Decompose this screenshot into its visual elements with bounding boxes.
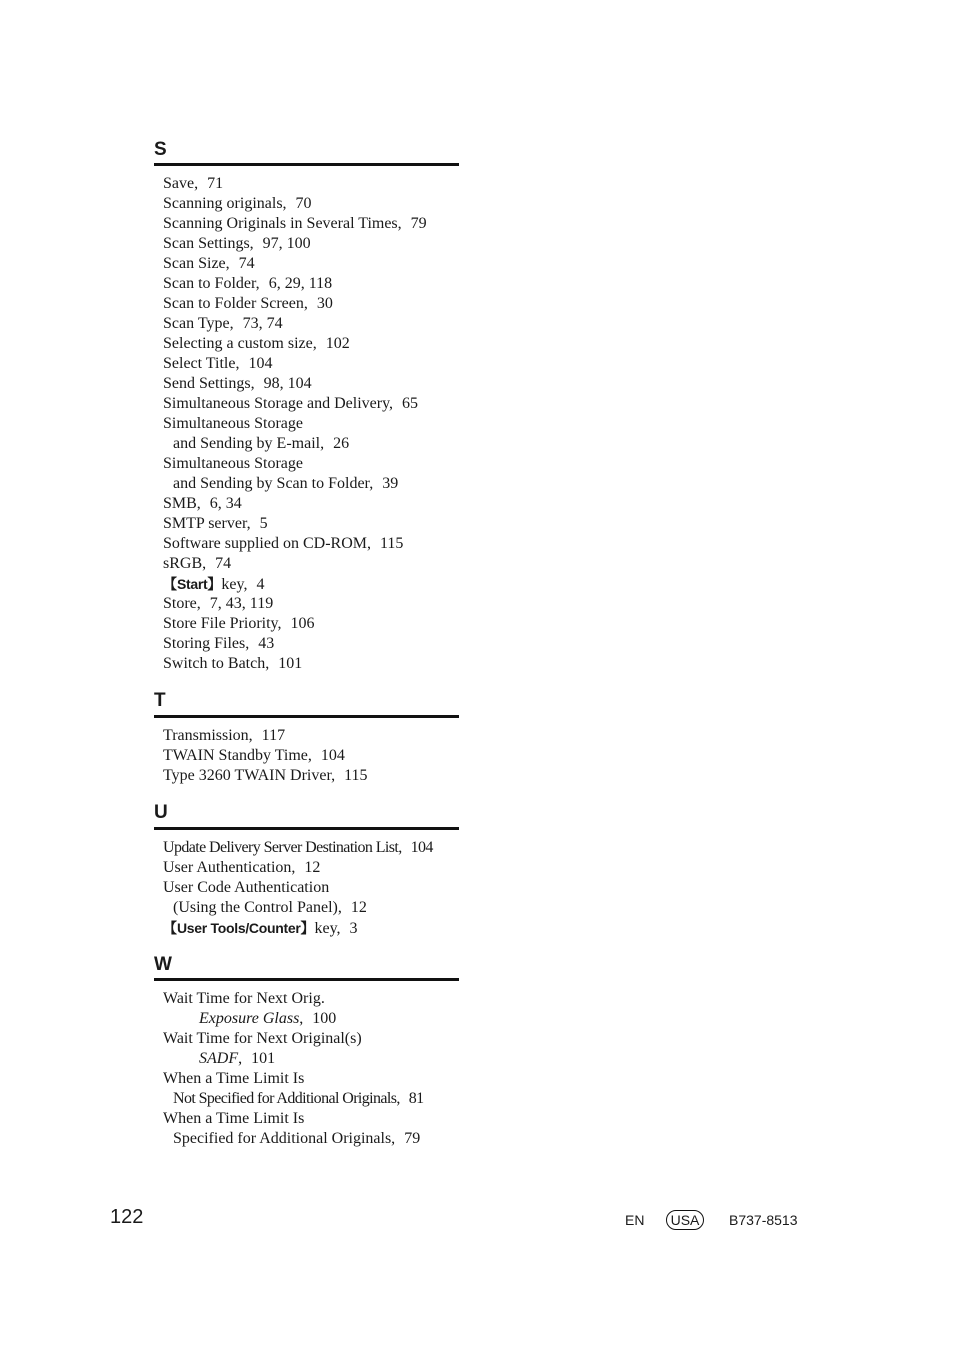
index-entry: When a Time Limit Is	[163, 1110, 305, 1127]
section-rule-w	[154, 978, 459, 981]
index-entry: sRGB, 74	[163, 555, 232, 572]
key-name: User Tools/Counter	[177, 920, 301, 936]
index-entry-key: 【User Tools/Counter】key, 3	[163, 920, 358, 937]
index-entry: Scan Type, 73, 74	[163, 315, 283, 332]
index-entry: Scanning Originals in Several Times, 79	[163, 215, 427, 232]
page-number: 122	[110, 1206, 144, 1228]
index-entry: Scan Size, 74	[163, 255, 255, 272]
section-rule-u	[154, 827, 459, 830]
index-list-w	[163, 989, 424, 1149]
section-rule-s	[154, 163, 459, 166]
index-entry: Selecting a custom size, 102	[163, 335, 350, 352]
index-subentry: and Sending by E-mail, 26	[173, 435, 350, 452]
index-entry: Store, 7, 43, 119	[163, 595, 274, 612]
index-entry: Storing Files, 43	[163, 635, 275, 652]
bracket-close-icon: 】	[207, 577, 222, 593]
section-letter-s: S	[154, 139, 167, 160]
section-letter-t: T	[154, 690, 166, 711]
index-subentry: Exposure Glass, 100	[199, 1010, 337, 1027]
index-entry: Wait Time for Next Original(s)	[163, 1030, 362, 1047]
index-entry: Scan Settings, 97, 100	[163, 235, 311, 252]
index-entry: Update Delivery Server Destination List, 104	[163, 839, 433, 856]
index-entry: User Authentication, 12	[163, 859, 321, 876]
index-entry: Wait Time for Next Orig.	[163, 990, 325, 1007]
index-entry: Scan to Folder Screen, 30	[163, 295, 333, 312]
index-subentry: and Sending by Scan to Folder, 39	[173, 475, 399, 492]
index-list-t	[163, 726, 368, 786]
region-badge: USA	[666, 1210, 704, 1230]
index-entry-key: 【Start】key, 4	[163, 576, 265, 593]
index-entry: SMTP server, 5	[163, 515, 268, 532]
index-entry: Store File Priority, 106	[163, 615, 315, 632]
index-entry: Send Settings, 98, 104	[163, 375, 312, 392]
index-entry: Select Title, 104	[163, 355, 273, 372]
index-entry: Simultaneous Storage	[163, 415, 303, 432]
index-entry: Simultaneous Storage	[163, 455, 303, 472]
section-rule-t	[154, 715, 459, 718]
index-list-s	[163, 174, 427, 674]
index-entry: User Code Authentication	[163, 879, 330, 896]
bracket-close-icon: 】	[300, 921, 315, 937]
index-entry: When a Time Limit Is	[163, 1070, 305, 1087]
index-entry: Switch to Batch, 101	[163, 655, 303, 672]
index-subentry: Specified for Additional Originals, 79	[173, 1130, 421, 1147]
index-subentry: Not Specified for Additional Originals, 81	[173, 1090, 424, 1107]
index-entry: Scan to Folder, 6, 29, 118	[163, 275, 333, 292]
section-letter-w: W	[154, 954, 172, 975]
language-code: EN	[625, 1212, 645, 1228]
index-entry: SMB, 6, 34	[163, 495, 242, 512]
index-entry: Scanning originals, 70	[163, 195, 312, 212]
index-entry: Transmission, 117	[163, 727, 286, 744]
index-entry: Simultaneous Storage and Delivery, 65	[163, 395, 419, 412]
document-code: B737-8513	[729, 1212, 798, 1228]
section-letter-u: U	[154, 802, 168, 823]
index-entry: Save, 71	[163, 175, 224, 192]
index-entry: Software supplied on CD-ROM, 115	[163, 535, 404, 552]
index-entry: TWAIN Standby Time, 104	[163, 747, 345, 764]
bracket-open-icon: 【	[163, 577, 177, 593]
bracket-open-icon: 【	[163, 921, 177, 937]
index-list-u	[163, 838, 433, 938]
index-subentry: SADF, 101	[199, 1050, 276, 1067]
key-name: Start	[177, 576, 208, 592]
index-entry: Type 3260 TWAIN Driver, 115	[163, 767, 368, 784]
index-subentry: (Using the Control Panel), 12	[173, 899, 367, 916]
